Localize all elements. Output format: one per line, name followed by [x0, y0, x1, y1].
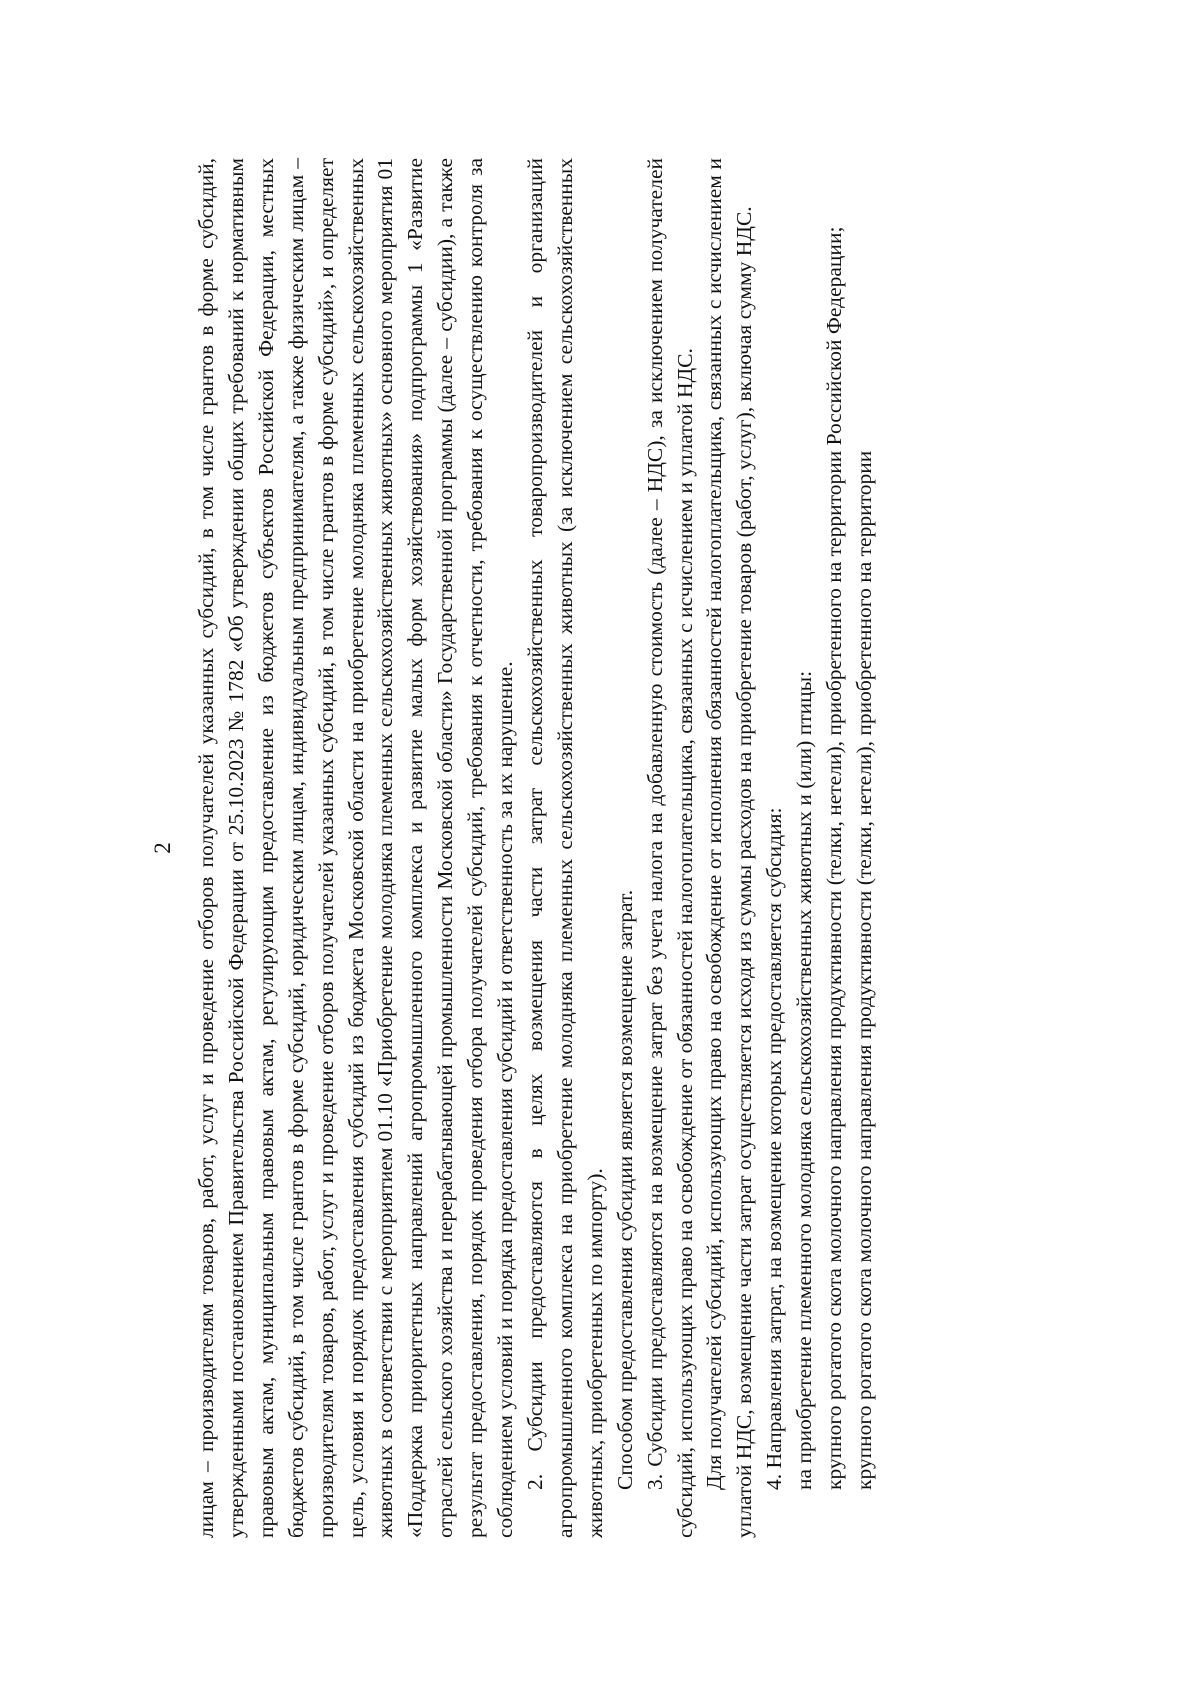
- paragraph-8: крупного рогатого скота молочного направления продуктивности (телки, нетели), приобретенного на территории Российской Федерации;: [822, 226, 847, 1490]
- paragraph-5: Для получателей субсидий, использующих право на освобождение от исполнения обязанностей налогоплательщика, связанных с исчислением и уплатой НДС, возмещение части затрат осуществляется исходя из суммы расходов на приобретение товаров (работ, услуг), включая сумму НДС.: [702, 158, 757, 1538]
- paragraph-9: крупного рогатого скота молочного направления продуктивности (телки, нетели), приобретенного на территории: [851, 450, 876, 1490]
- body-text: [192, 158, 880, 1538]
- paragraph-4: 3. Субсидии предоставляются на возмещение затрат без учета налога на добавленную стоимость (далее – НДС), за исключением получателей субсидий, использующих право на освобождение от обязанностей налогоплательщика, связанных с исчислением и уплатой НДС.: [642, 158, 697, 1538]
- paragraph-1: лицам – производителям товаров, работ, услуг и проведение отборов получателей указанных субсидий, в том числе грантов в форме субсидий, утвержденными постановлением Правительства Российской Федерации от 25.10.2023 № 1782 «Об утверждении общих требований к нормативным правовым актам, муниципальным правовым актам, регулирующим предоставление из бюджетов субъектов Российской Федерации, местных бюджетов субсидий, в том числе грантов в форме субсидий, юридическим лицам, индивидуальным предпринимателям, а также физическим лицам – производителям товаров, работ, услуг и проведение отборов получателей указанных субсидий, в том числе грантов в форме субсидий», и определяет цель, условия и порядок предоставления субсидий из бюджета Московской области на приобретение молодняка племенных сельскохозяйственных животных в соответствии с мероприятием 01.10 «Приобретение молодняка племенных сельскохозяйственных животных» основного мероприятия 01 «Поддержка приоритетных направлений агропромышленного комплекса и развитие малых форм хозяйствования» подпрограммы 1 «Развитие отраслей сельского хозяйства и перерабатывающей промышленности Московской области» Государственной программы (далее – субсидии), а также результат предоставления, порядок проведения отбора получателей субсидий, требования к отчетности, требования к осуществлению контроля за соблюдением условий и порядка предоставления субсидий и ответственность за их нарушение.: [194, 158, 518, 1538]
- rotated-content: [150, 128, 1050, 1568]
- page-number: 2: [150, 842, 175, 854]
- paragraph-6: 4. Направления затрат, на возмещение которых предоставляется субсидия:: [762, 807, 787, 1490]
- paragraph-2: 2. Субсидии предоставляются в целях возмещения части затрат сельскохозяйственных товаропроизводителей и организаций агропромышленного комплекса на приобретение молодняка племенных сельскохозяйственных животных (за исключением сельскохозяйственных животных, приобретенных по импорту).: [522, 158, 607, 1538]
- paragraph-3: Способом предоставления субсидии является возмещение затрат.: [612, 889, 637, 1490]
- paragraph-7: на приобретение племенного молодняка сельскохозяйственных животных и (или) птицы:: [792, 670, 817, 1490]
